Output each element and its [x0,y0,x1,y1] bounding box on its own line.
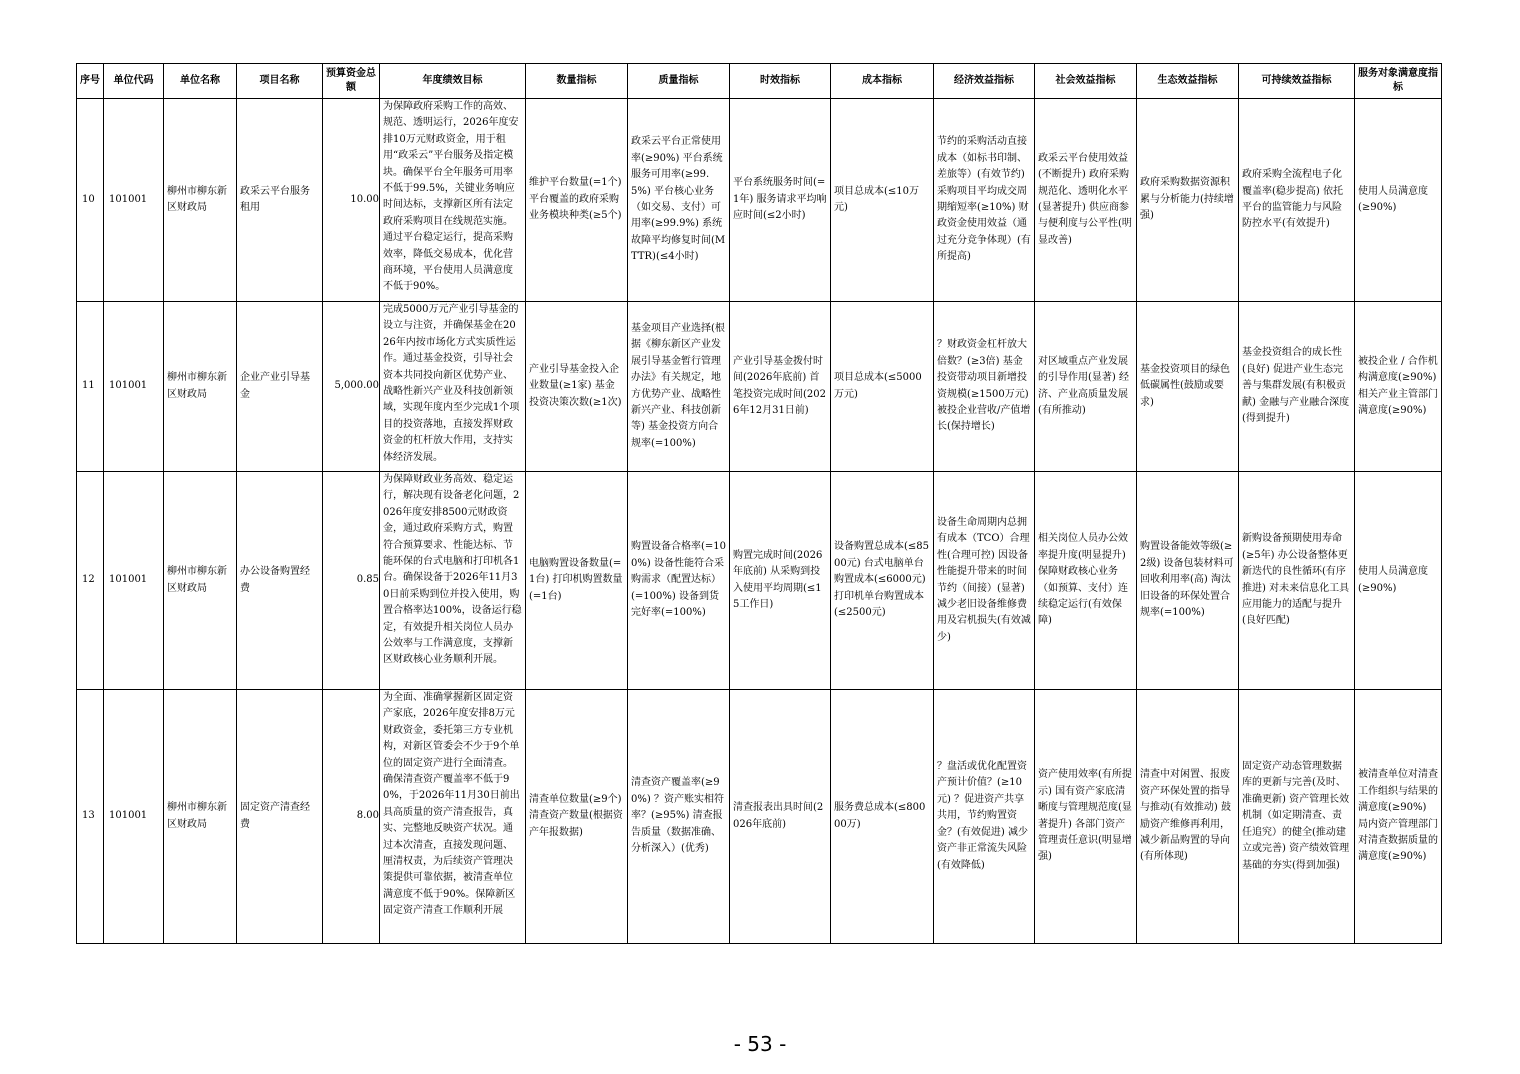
timeliness-indicator: 平台系统服务时间(=1年) 服务请求平均响应时间(≤2小时) [730,99,831,302]
timeliness-indicator: 产业引导基金拨付时间(2026年底前) 首笔投资完成时间(2026年12月31日前) [730,302,831,472]
unit-code: 101001 [104,302,164,472]
table-row [77,472,1442,690]
annual-goal: 完成5000万元产业引导基金的设立与注资，并确保基金在2026年内按市场化方式实质性运作。通过基金投资，引导社会资本共同投向新区优势产业、战略性新兴产业及科技创新领域，实现年度内至少完成1个项目的投资落地，直接发挥财政资金的杠杆放大作用，支持实体经济发展。 [380,302,526,472]
project-name: 政采云平台服务租用 [237,99,323,302]
budget-amount: 0.85 [323,472,380,690]
header-cell: 可持续效益指标 [1239,64,1355,99]
unit-code: 101001 [104,99,164,302]
sustainable-indicator: 固定资产动态管理数据库的更新与完善(及时、准确更新) 资产管理长效机制（如定期清查、责任追究）的健全(推动建立或完善) 资产绩效管理基础的夯实(得到加强) [1239,690,1355,944]
header-cell: 质量指标 [628,64,730,99]
satisfaction-indicator: 使用人员满意度(≥90%) [1355,99,1442,302]
economic-indicator: ？财政资金杠杆放大倍数？(≥3倍) 基金投资带动项目新增投资规模(≥1500万元) 被投企业营收/产值增长(保持增长) [934,302,1035,472]
budget-amount: 10.00 [323,99,380,302]
page-number: - 53 - [733,1032,787,1056]
cost-indicator: 项目总成本(≤10万元) [831,99,934,302]
cost-indicator: 设备购置总成本(≤8500元) 台式电脑单台购置成本(≤6000元) 打印机单台购置成本(≤2500元) [831,472,934,690]
ecological-indicator: 购置设备能效等级(≥2级) 设备包装材料可回收利用率(高) 淘汰旧设备的环保处置合规率(=100%) [1137,472,1239,690]
satisfaction-indicator: 被投企业 / 合作机构满意度(≥90%) 相关产业主管部门满意度(≥90%) [1355,302,1442,472]
table-header-row [77,64,1442,99]
ecological-indicator: 基金投资项目的绿色低碳属性(鼓励或要求) [1137,302,1239,472]
satisfaction-indicator: 使用人员满意度(≥90%) [1355,472,1442,690]
table-row [77,690,1442,944]
quality-indicator: 购置设备合格率(=100%) 设备性能符合采购需求（配置达标）(=100%) 设备到货完好率(=100%) [628,472,730,690]
unit-code: 101001 [104,690,164,944]
annual-goal: 为全面、准确掌握新区固定资产家底，2026年度安排8万元财政资金，委托第三方专业机构，对新区管委会不少于9个单位的固定资产进行全面清查。确保清查资产覆盖率不低于90%，于2026年11月30日前出具高质量的资产清查报告，真实、完整地反映资产状况。通过本次清查，直接发现问题、厘清权责，为后续资产管理决策提供可靠依据，被清查单位满意度不低于90%。保障新区固定资产清查工作顺利开展 [380,690,526,944]
sustainable-indicator: 基金投资组合的成长性(良好) 促进产业生态完善与集群发展(有积极贡献) 金融与产业融合深度(得到提升) [1239,302,1355,472]
project-name: 办公设备购置经费 [237,472,323,690]
header-cell: 经济效益指标 [934,64,1035,99]
economic-indicator: ？盘活或优化配置资产预计价值？(≥10元) ？促进资产共享共用，节约购置资金？(有效促进) 减少资产非正常流失风险(有效降低) [934,690,1035,944]
quantity-indicator: 维护平台数量(=1个) 平台覆盖的政府采购业务模块种类(≥5个) [526,99,628,302]
header-cell: 社会效益指标 [1035,64,1137,99]
performance-table-sheet [76,63,1441,944]
header-cell: 预算资金总额 [323,64,380,99]
header-cell: 单位代码 [104,64,164,99]
ecological-indicator: 政府采购数据资源积累与分析能力(持续增强) [1137,99,1239,302]
header-cell: 生态效益指标 [1137,64,1239,99]
budget-amount: 8.00 [323,690,380,944]
performance-target-table [76,63,1442,944]
table-row [77,99,1442,302]
budget-amount: 5,000.00 [323,302,380,472]
economic-indicator: 节约的采购活动直接成本（如标书印制、差旅等）(有效节约) 采购项目平均成交周期缩短率(≥10%) 财政资金使用效益（通过充分竞争体现）(有所提高) [934,99,1035,302]
sustainable-indicator: 新购设备预期使用寿命(≥5年) 办公设备整体更新迭代的良性循环(有序推进) 对未来信息化工具应用能力的适配与提升(良好匹配) [1239,472,1355,690]
header-cell: 单位名称 [164,64,237,99]
quality-indicator: 清查资产覆盖率(≥90%) ？资产账实相符率？(≥95%) 清查报告质量（数据准确、分析深入）(优秀) [628,690,730,944]
unit-name: 柳州市柳东新区财政局 [164,472,237,690]
quantity-indicator: 清查单位数量(≥9个) 清查资产数量(根据资产年报数据) [526,690,628,944]
header-cell: 年度绩效目标 [380,64,526,99]
ecological-indicator: 清查中对闲置、报废资产环保处置的指导与推动(有效推动) 鼓励资产维修再利用，减少新品购置的导向(有所体现) [1137,690,1239,944]
header-cell: 序号 [77,64,104,99]
economic-indicator: 设备生命周期内总拥有成本（TCO）合理性(合理可控) 因设备性能提升带来的时间节约（间接）(显著) 减少老旧设备维修费用及宕机损失(有效减少) [934,472,1035,690]
header-cell: 项目名称 [237,64,323,99]
row-number: 10 [77,99,104,302]
timeliness-indicator: 清查报表出具时间(2026年底前) [730,690,831,944]
social-indicator: 资产使用效率(有所提示) 国有资产家底清晰度与管理规范度(显著提升) 各部门资产管理责任意识(明显增强) [1035,690,1137,944]
header-cell: 服务对象满意度指标 [1355,64,1442,99]
social-indicator: 相关岗位人员办公效率提升度(明显提升) 保障财政核心业务（如预算、支付）连续稳定运行(有效保障) [1035,472,1137,690]
annual-goal: 为保障政府采购工作的高效、规范、透明运行，2026年度安排10万元财政资金，用于租用“政采云”平台服务及指定模块。确保平台全年服务可用率不低于99.5%，关键业务响应时间达标，支撑新区所有法定政府采购项目在线规范实施。通过平台稳定运行，提高采购效率，降低交易成本，优化营商环境，平台使用人员满意度不低于90%。 [380,99,526,302]
unit-code: 101001 [104,472,164,690]
quality-indicator: 政采云平台正常使用率(≥90%) 平台系统服务可用率(≥99.5%) 平台核心业务（如交易、支付）可用率(≥99.9%) 系统故障平均修复时间(MTTR)(≤4小时) [628,99,730,302]
timeliness-indicator: 购置完成时间(2026年底前) 从采购到投入使用平均周期(≤15工作日) [730,472,831,690]
quantity-indicator: 电脑购置设备数量(=1台) 打印机购置数量(=1台) [526,472,628,690]
header-cell: 时效指标 [730,64,831,99]
unit-name: 柳州市柳东新区财政局 [164,99,237,302]
sustainable-indicator: 政府采购全流程电子化覆盖率(稳步提高) 依托平台的监管能力与风险防控水平(有效提升) [1239,99,1355,302]
unit-name: 柳州市柳东新区财政局 [164,690,237,944]
table-row [77,302,1442,472]
quality-indicator: 基金项目产业选择(根据《柳东新区产业发展引导基金暂行管理办法》有关规定，地方优势产业、战略性新兴产业、科技创新等) 基金投资方向合规率(=100%) [628,302,730,472]
unit-name: 柳州市柳东新区财政局 [164,302,237,472]
project-name: 企业产业引导基金 [237,302,323,472]
social-indicator: 对区域重点产业发展的引导作用(显著) 经济、产业高质量发展(有所推动) [1035,302,1137,472]
header-cell: 成本指标 [831,64,934,99]
satisfaction-indicator: 被清查单位对清查工作组织与结果的满意度(≥90%) 局内资产管理部门对清查数据质量的满意度(≥90%) [1355,690,1442,944]
quantity-indicator: 产业引导基金投入企业数量(≥1家) 基金投资决策次数(≥1次) [526,302,628,472]
row-number: 11 [77,302,104,472]
row-number: 13 [77,690,104,944]
project-name: 固定资产清查经费 [237,690,323,944]
annual-goal: 为保障财政业务高效、稳定运行，解决现有设备老化问题，2026年度安排8500元财政资金，通过政府采购方式，购置符合预算要求、性能达标、节能环保的台式电脑和打印机各1台。确保设备于2026年11月30日前采购到位并投入使用，购置合格率达100%，设备运行稳定，有效提升相关岗位人员办公效率与工作满意度，支撑新区财政核心业务顺利开展。 [380,472,526,690]
social-indicator: 政采云平台使用效益(不断提升) 政府采购规范化、透明化水平(显著提升) 供应商参与便利度与公平性(明显改善) [1035,99,1137,302]
cost-indicator: 项目总成本(≤5000万元) [831,302,934,472]
cost-indicator: 服务费总成本(≤80000万) [831,690,934,944]
row-number: 12 [77,472,104,690]
header-cell: 数量指标 [526,64,628,99]
